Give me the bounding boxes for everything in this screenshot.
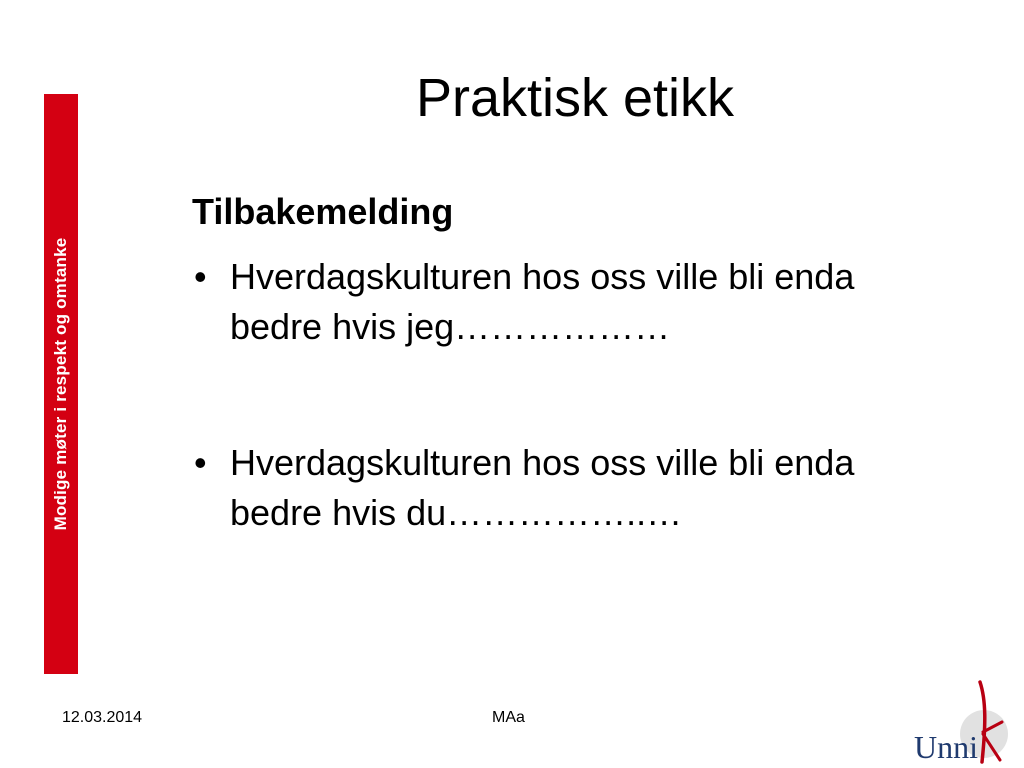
bullet-text: Hverdagskulturen hos oss ville bli enda bedre hvis du……………..…	[230, 442, 855, 533]
logo-text: Unni	[914, 729, 978, 764]
side-band-text: Modige møter i respekt og omtanke	[51, 237, 70, 531]
bullet-item	[192, 252, 952, 352]
footer-date: 12.03.2014	[62, 709, 143, 726]
slide-title: Praktisk etikk	[415, 68, 735, 128]
bullet-dot-icon: •	[194, 256, 207, 297]
bullet-text: Hverdagskulturen hos oss ville bli enda bedre hvis jeg………………	[230, 256, 855, 347]
bullet-list	[192, 252, 952, 624]
bullet-item	[192, 438, 952, 538]
bullet-dot-icon: •	[194, 442, 207, 483]
side-band	[44, 94, 78, 674]
footer-author: MAa	[492, 709, 525, 726]
unnik-logo-icon	[912, 676, 1012, 764]
slide-subheading: Tilbakemelding	[192, 191, 454, 232]
